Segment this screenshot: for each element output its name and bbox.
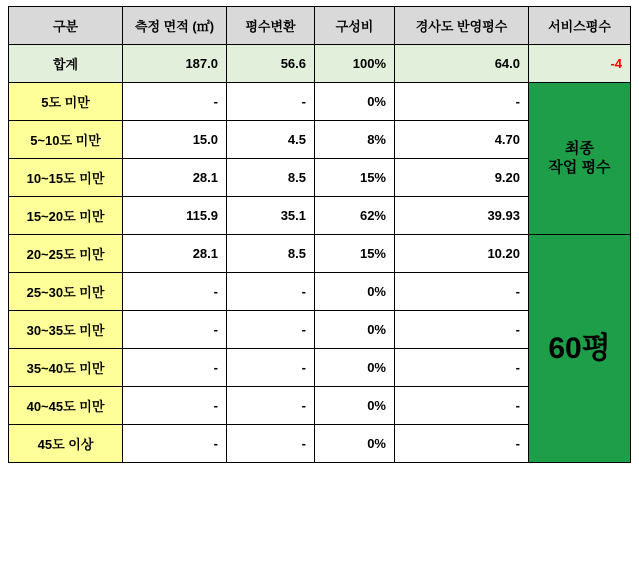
- row-slope-adjusted-pyeong: -: [395, 425, 529, 463]
- table-row: [9, 83, 631, 121]
- row-label: 5도 미만: [9, 83, 123, 121]
- header-cell-slope-adjusted-pyeong: 경사도 반영평수: [395, 7, 529, 45]
- row-slope-adjusted-pyeong: -: [395, 349, 529, 387]
- service-final-line2: 작업 평수: [548, 158, 611, 176]
- row-measured-area: 115.9: [123, 197, 227, 235]
- row-label: 40~45도 미만: [9, 387, 123, 425]
- total-label: 합계: [9, 45, 123, 83]
- row-label: 45도 이상: [9, 425, 123, 463]
- service-pyeong-final-label: [529, 83, 631, 235]
- row-composition-ratio: 62%: [315, 197, 395, 235]
- total-service-pyeong: -4: [529, 45, 631, 83]
- row-pyeong-conversion: 35.1: [227, 197, 315, 235]
- row-label: 30~35도 미만: [9, 311, 123, 349]
- row-composition-ratio: 0%: [315, 83, 395, 121]
- service-pyeong-value: 60평: [529, 235, 631, 463]
- row-slope-adjusted-pyeong: -: [395, 387, 529, 425]
- row-measured-area: 28.1: [123, 159, 227, 197]
- row-pyeong-conversion: -: [227, 425, 315, 463]
- row-pyeong-conversion: -: [227, 83, 315, 121]
- header-cell-measured-area: 측정 면적 (㎡): [123, 7, 227, 45]
- header-cell-composition-ratio: 구성비: [315, 7, 395, 45]
- total-measured-area: 187.0: [123, 45, 227, 83]
- total-pyeong-conversion: 56.6: [227, 45, 315, 83]
- row-slope-adjusted-pyeong: 39.93: [395, 197, 529, 235]
- row-pyeong-conversion: 4.5: [227, 121, 315, 159]
- row-composition-ratio: 0%: [315, 349, 395, 387]
- table-header-row: [9, 7, 631, 45]
- row-measured-area: -: [123, 83, 227, 121]
- row-label: 20~25도 미만: [9, 235, 123, 273]
- total-composition-ratio: 100%: [315, 45, 395, 83]
- row-composition-ratio: 15%: [315, 159, 395, 197]
- slope-area-table-sheet: [8, 6, 630, 463]
- row-label: 35~40도 미만: [9, 349, 123, 387]
- row-pyeong-conversion: -: [227, 273, 315, 311]
- row-slope-adjusted-pyeong: 9.20: [395, 159, 529, 197]
- row-pyeong-conversion: 8.5: [227, 159, 315, 197]
- row-measured-area: -: [123, 425, 227, 463]
- row-slope-adjusted-pyeong: 4.70: [395, 121, 529, 159]
- row-pyeong-conversion: -: [227, 349, 315, 387]
- row-composition-ratio: 0%: [315, 273, 395, 311]
- table-total-row: [9, 45, 631, 83]
- header-cell-category: 구분: [9, 7, 123, 45]
- service-final-line1: 최종: [565, 139, 594, 157]
- row-measured-area: -: [123, 349, 227, 387]
- row-pyeong-conversion: 8.5: [227, 235, 315, 273]
- row-composition-ratio: 0%: [315, 387, 395, 425]
- row-composition-ratio: 15%: [315, 235, 395, 273]
- row-label: 25~30도 미만: [9, 273, 123, 311]
- row-pyeong-conversion: -: [227, 387, 315, 425]
- row-slope-adjusted-pyeong: -: [395, 273, 529, 311]
- row-measured-area: 15.0: [123, 121, 227, 159]
- row-label: 5~10도 미만: [9, 121, 123, 159]
- row-slope-adjusted-pyeong: 10.20: [395, 235, 529, 273]
- row-measured-area: -: [123, 273, 227, 311]
- header-cell-service-pyeong: 서비스평수: [529, 7, 631, 45]
- row-slope-adjusted-pyeong: -: [395, 83, 529, 121]
- row-composition-ratio: 0%: [315, 425, 395, 463]
- row-measured-area: -: [123, 311, 227, 349]
- slope-area-table: [8, 6, 631, 463]
- row-composition-ratio: 8%: [315, 121, 395, 159]
- total-slope-adjusted-pyeong: 64.0: [395, 45, 529, 83]
- row-measured-area: 28.1: [123, 235, 227, 273]
- row-measured-area: -: [123, 387, 227, 425]
- row-label: 15~20도 미만: [9, 197, 123, 235]
- table-row: [9, 235, 631, 273]
- header-cell-pyeong-conversion: 평수변환: [227, 7, 315, 45]
- row-label: 10~15도 미만: [9, 159, 123, 197]
- row-pyeong-conversion: -: [227, 311, 315, 349]
- row-slope-adjusted-pyeong: -: [395, 311, 529, 349]
- row-composition-ratio: 0%: [315, 311, 395, 349]
